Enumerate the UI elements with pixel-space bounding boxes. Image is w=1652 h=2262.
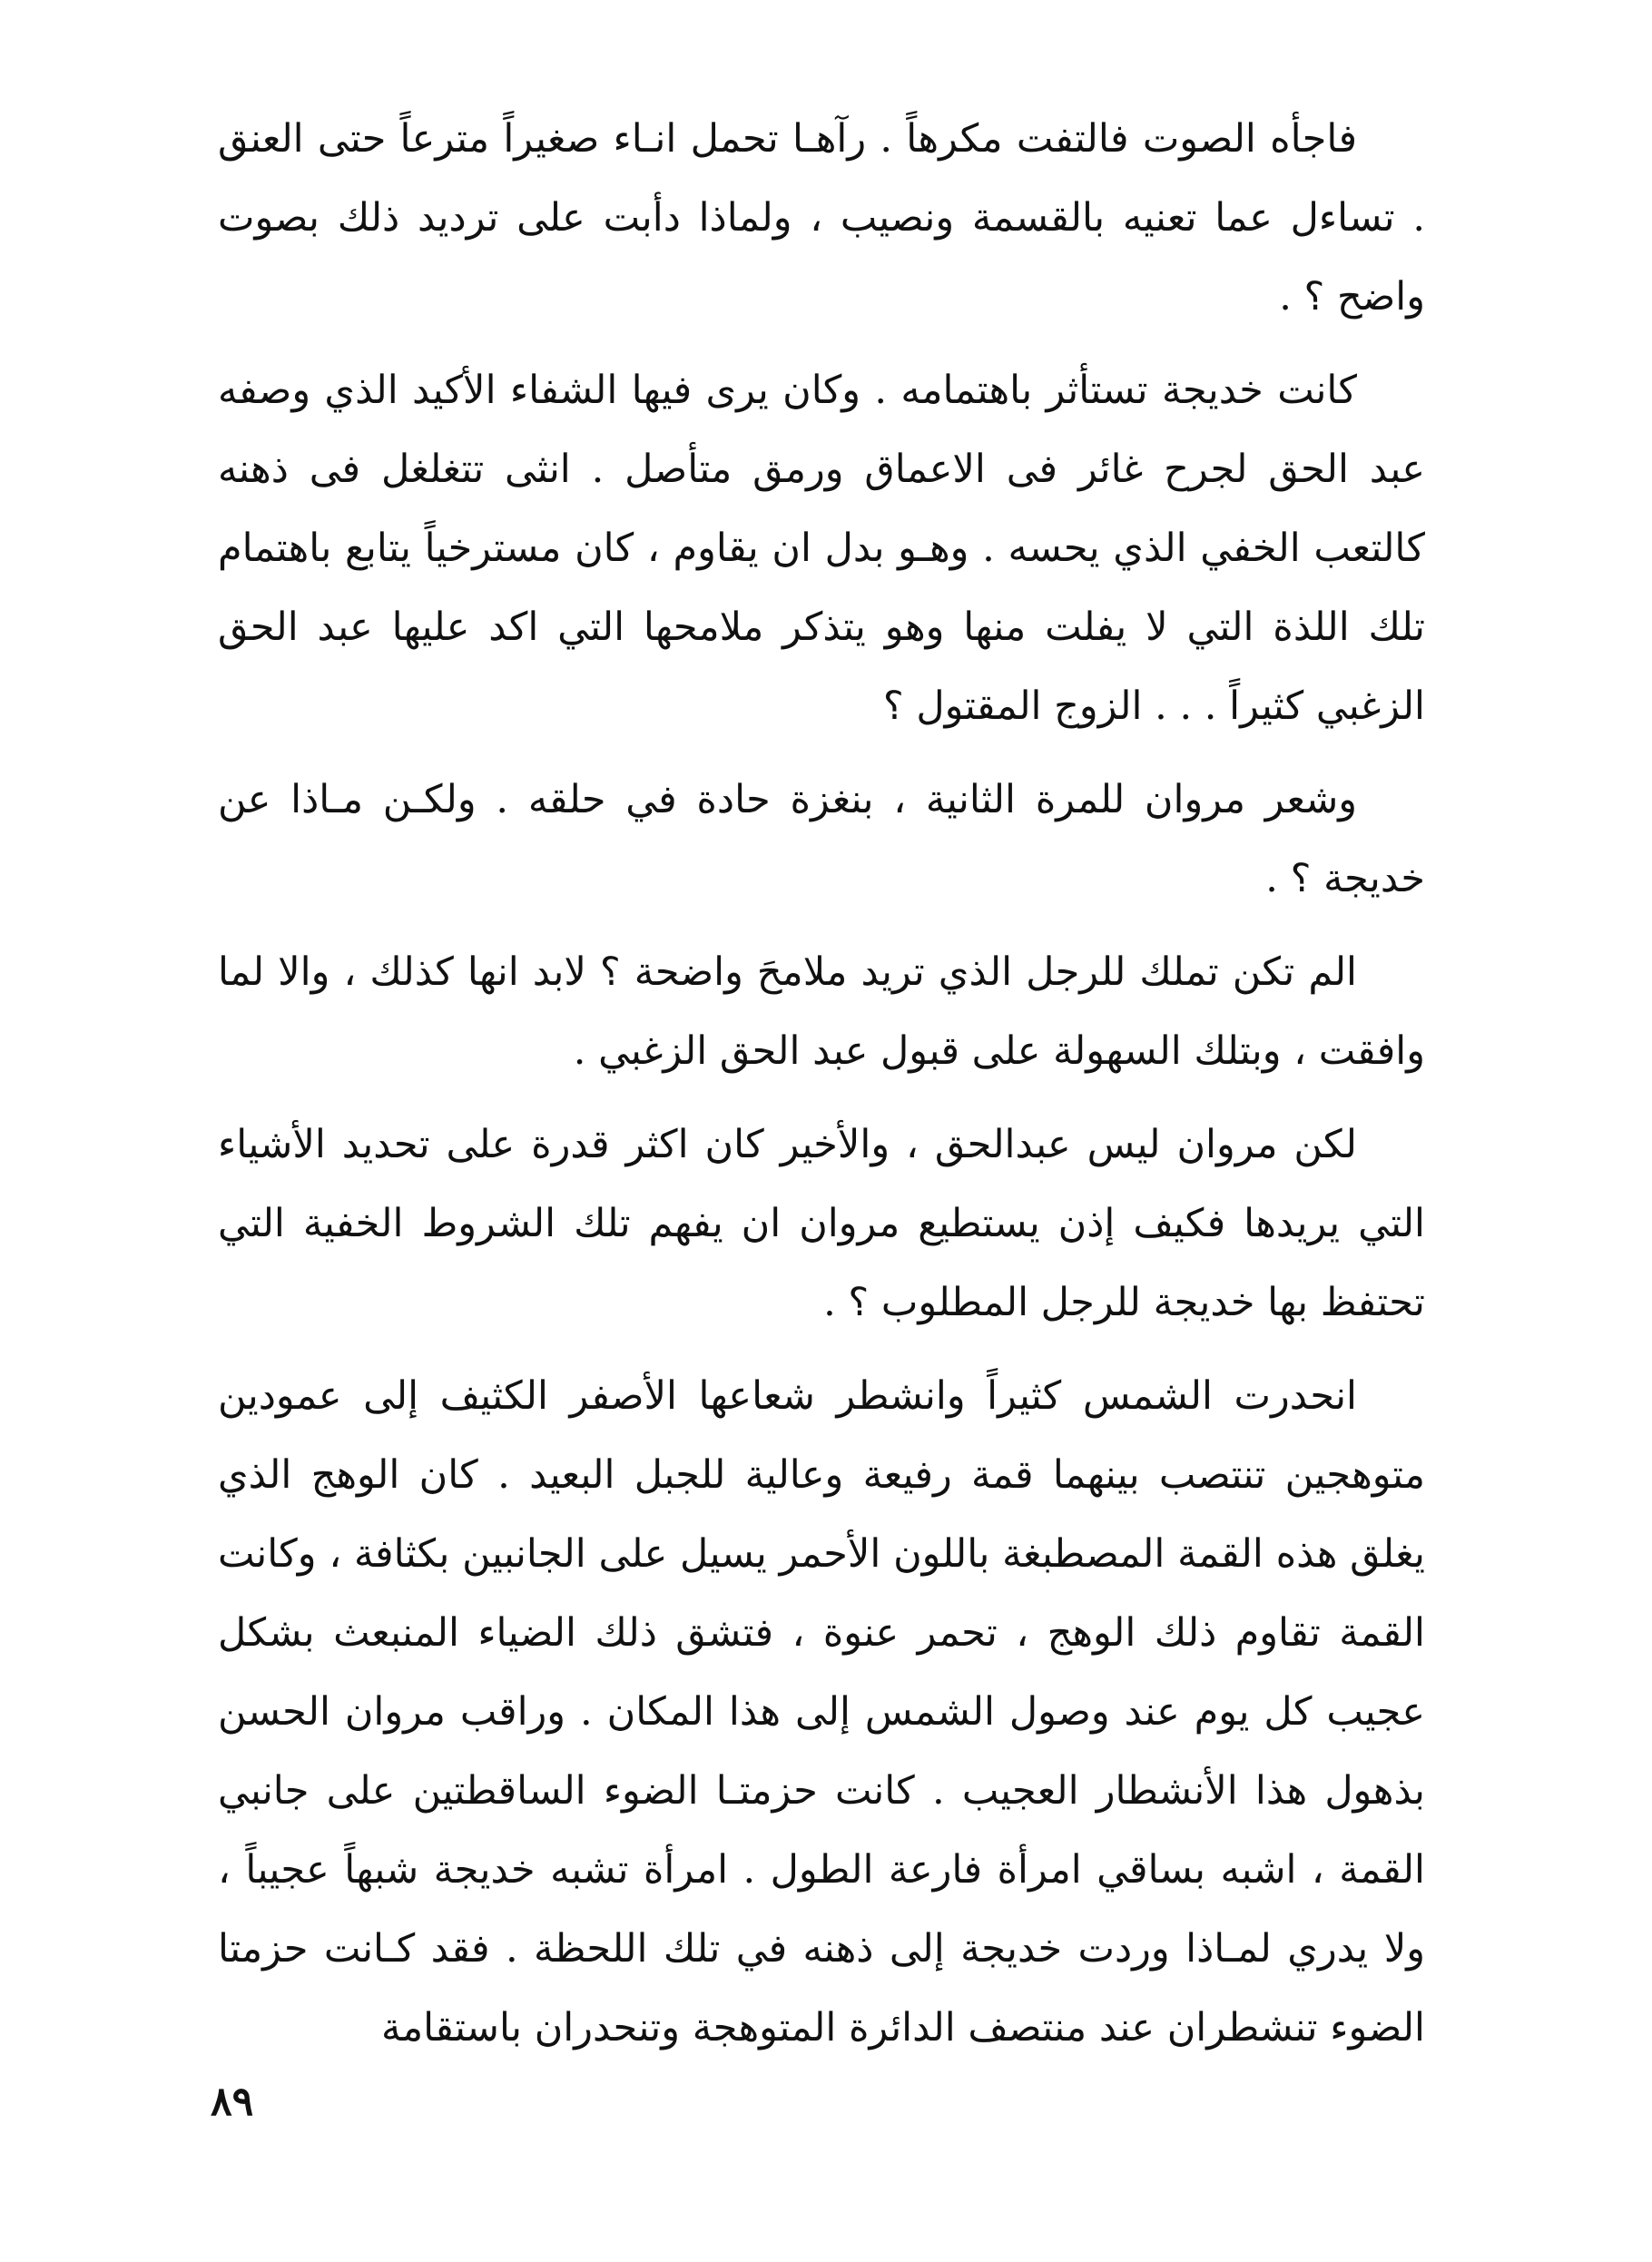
page-number: ٨٩ xyxy=(211,2079,254,2125)
paragraph-4: الم تكن تملك للرجل الذي تريد ملامحَ واضحة ؟ لابد انها كذلك ، والا لما وافقت ، وبتلك السهولة على قبول عبد الحق الزغبي . xyxy=(218,949,1425,1074)
paragraph-1: فاجأه الصوت فالتفت مكرهاً . رآهـا تحمل انـاء صغيراً مترعاً حتى العنق . تساءل عما تعنيه بالقسمة ونصيب ، ولماذا دأبت على ترديد ذلك بصوت واضح ؟ . xyxy=(218,116,1425,320)
paragraph-6: انحدرت الشمس كثيراً وانشطر شعاعها الأصفر الكثيف إلى عمودين متوهجين تنتصب بينهما قمة رفيعة وعالية للجبل البعيد . كان الوهج الذي يغلق هذه القمة المصطبغة باللون الأحمر يسيل على الجانبين بكثافة ، وكانت القمة تقاوم ذلك الوهج ، تحمر عنوة ، فتشق ذلك الضياء المنبعث بشكل عجيب كل يوم عند وصول الشمس إلى هذا المكان . وراقب مروان الحسن بذهول هذا الأنشطار العجيب . كانت حزمتـا الضوء الساقطتين على جانبي القمة ، اشبه بساقي امرأة فارعة الطول . امرأة تشبه خديجة شبهاً عجيباً ، ولا يدري لمـاذا وردت خديجة إلى ذهنه في تلك اللحظة . فقد كـانت حزمتا الضوء تنشطران عند منتصف الدائرة المتوهجة وتنحدران باستقامة xyxy=(218,1373,1425,2051)
paragraph-5: لكن مروان ليس عبدالحق ، والأخير كان اكثر قدرة على تحديد الأشياء التي يريدها فكيف إذن يستطيع مروان ان يفهم تلك الشروط الخفية التي تحتفظ بها خديجة للرجل المطلوب ؟ . xyxy=(218,1122,1425,1325)
paragraph-2: كانت خديجة تستأثر باهتمامه . وكان يرى فيها الشفاء الأكيد الذي وصفه عبد الحق لجرح غائر فى الاعماق ورمق متأصل . انثى تتغلغل فى ذهنه كالتعب الخفي الذي يحسه . وهـو بدل ان يقاوم ، كان مسترخياً يتابع باهتمام تلك اللذة التي لا يفلت منها وهو يتذكر ملامحها التي اكد عليها عبد الحق الزغبي كثيراً . . . الزوج المقتول ؟ xyxy=(218,368,1425,729)
paragraph-3: وشعر مروان للمرة الثانية ، بنغزة حادة في حلقه . ولكـن مـاذا عن خديجة ؟ . xyxy=(218,777,1425,901)
body-text xyxy=(218,100,1425,2082)
